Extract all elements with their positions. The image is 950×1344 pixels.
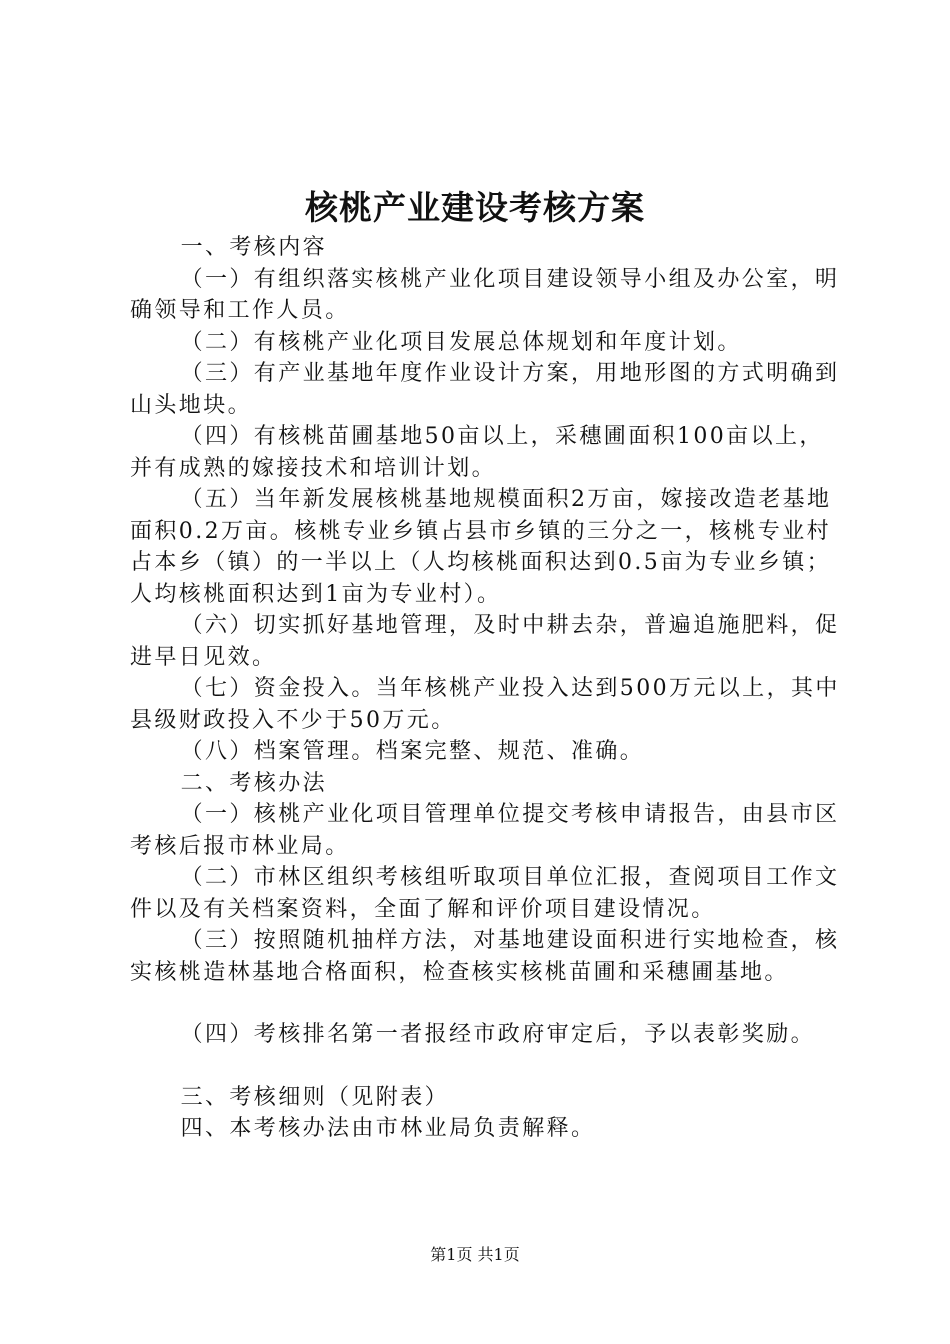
content-item-5: （五）当年新发展核桃基地规模面积2万亩，嫁接改造老基地面积0.2万亩。核桃专业乡镇占县市乡镇的三分之一，核桃专业村占本乡（镇）的一半以上（人均核桃面积达到0.5亩为专业乡镇；人均核桃面积达到1亩为专业村）。 [130,487,832,607]
content-item-2: （二）有核桃产业化项目发展总体规划和年度计划。 [180,329,742,355]
section-heading-interpretation: 四、本考核办法由市林业局负责解释。 [180,1116,596,1141]
section-heading-content: 一、考核内容 [180,235,327,260]
section-heading-method: 二、考核办法 [180,770,327,796]
content-item-3: （三）有产业基地年度作业设计方案，用地形图的方式明确到山头地块。 [130,361,840,418]
method-item-4: （四）考核排名第一者报经市政府审定后，予以表彰奖励。 [180,1022,815,1047]
content-item-1: （一）有组织落实核桃产业化项目建设领导小组及办公室，明确领导和工作人员。 [130,266,840,323]
content-item-6: （六）切实抓好基地管理，及时中耕去杂，普遍追施肥料，促进早日见效。 [130,613,840,670]
method-item-1: （一）核桃产业化项目管理单位提交考核申请报告，由县市区考核后报市林业局。 [130,802,840,859]
document-title: 核桃产业建设考核方案 [305,188,645,227]
content-item-8: （八）档案管理。档案完整、规范、准确。 [180,739,645,764]
method-item-2: （二）市林区组织考核组听取项目单位汇报，查阅项目工作文件以及有关档案资料，全面了解和评价项目建设情况。 [130,865,840,922]
content-item-7: （七）资金投入。当年核桃产业投入达到500万元以上，其中县级财政投入不少于50万元。 [130,676,840,733]
method-item-3: （三）按照随机抽样方法，对基地建设面积进行实地检查，核实核桃造林基地合格面积，检查核实核桃苗圃和采穗圃基地。 [130,928,840,985]
content-item-4: （四）有核桃苗圃基地50亩以上，采穗圃面积100亩以上，并有成熟的嫁接技术和培训计划。 [130,424,824,481]
section-heading-rules: 三、考核细则（见附表） [180,1084,449,1110]
document-body [130,232,842,1145]
page-number-footer: 第1页 共1页 [430,1245,520,1264]
